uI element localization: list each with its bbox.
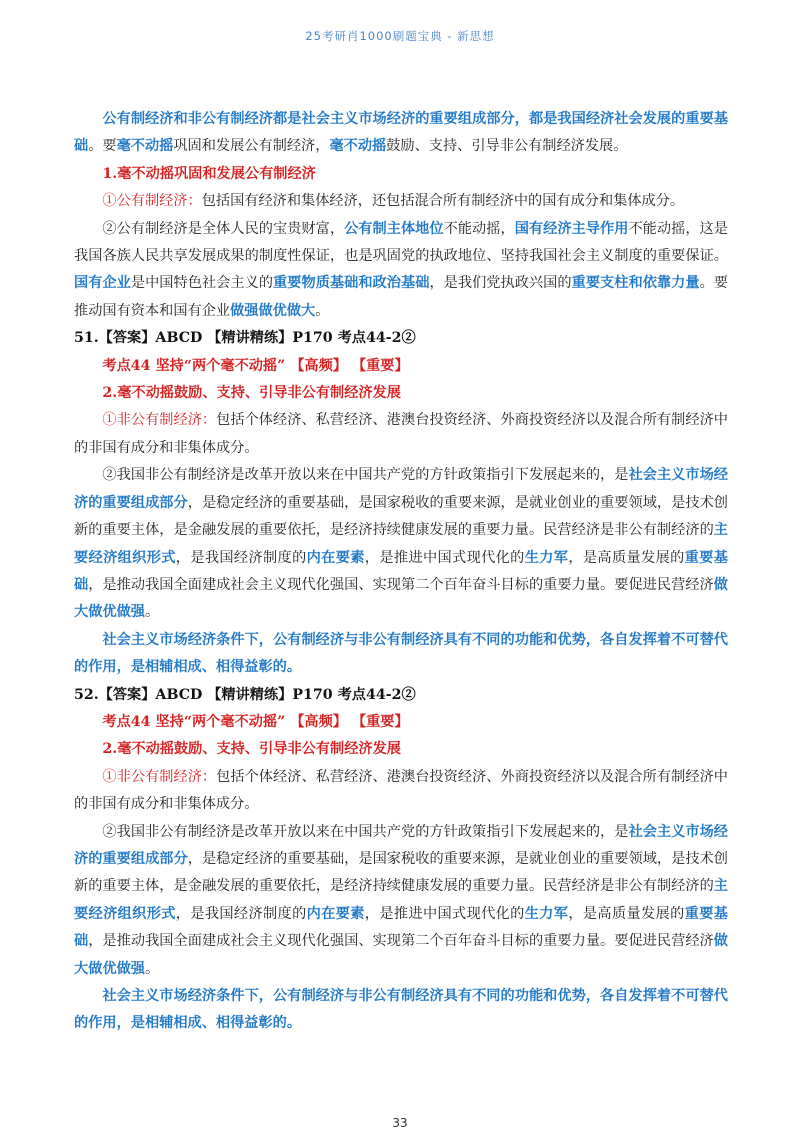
intro-text: 巩固和发展公有制经济， [173,138,330,155]
highlight-run: 主要经济组织形式 [74,522,728,566]
text-run: 。 [144,960,160,977]
definition-text: 包括国有经济和集体经济，还包括混合所有制经济中的国有成分和集体成分。 [201,193,685,210]
nonpublic-paragraph [74,819,728,983]
intro-text: 鼓励、支持、引导非公有制经济发展。 [386,138,628,155]
nonpublic-definition [74,764,728,819]
kaodian-line: 考点44 坚持“两个毫不动摇” 【高频】 【重要】 [102,357,409,374]
text-run: 。要推动国有资本和国有企业 [74,275,728,319]
section-title: 2.毫不动摇鼓励、支持、引导非公有制经济发展 [102,385,401,402]
definition-label: ①公有制经济： [102,193,202,210]
highlight-run: 内在要素 [306,549,365,566]
highlight-run: 主要经济组织形式 [74,878,728,922]
highlight-run: 公有制主体地位 [344,220,444,237]
text-run: ②我国非公有制经济是改革开放以来在中国共产党的方针政策指引下发展起来的，是 [102,467,629,484]
text-run: ，是推动我国全面建成社会主义现代化强国、实现第二个百年奋斗目标的重要力量。要促进民营经济 [88,576,714,593]
definition-text: 包括个体经济、私营经济、港澳台投资经济、外商投资经济以及混合所有制经济中的非国有成分和非集体成分。 [74,768,728,813]
definition-label: ①非公有制经济： [102,768,217,785]
section-title: 2.毫不动摇鼓励、支持、引导非公有制经济发展 [102,741,401,758]
answer-heading: 52.【答案】ABCD 【精讲精练】P170 考点44-2② [74,686,416,703]
text-run: 是中国特色社会主义的 [130,275,274,292]
intro-paragraph [74,106,728,161]
section-title: 1.毫不动摇巩固和发展公有制经济 [102,165,316,182]
definition-label: ①非公有制经济： [102,412,217,429]
intro-text: 。要 [88,138,117,155]
conclusion-paragraph: 社会主义市场经济条件下，公有制经济与非公有制经济具有不同的功能和优势，各自发挥着不可替代的作用，是相辅相成、相得益彰的。 [74,988,728,1032]
highlight-run: 重要物质基础和政治基础 [273,275,430,292]
highlight-run: 国有企业 [74,275,131,292]
text-run: 不能动摇，这是我国各族人民共享发展成果的制度性保证，也是巩固党的执政地位、坚持我国社会主义制度的重要保证。 [74,220,728,265]
highlight-run: 做大做优做强 [74,576,728,621]
text-run: ，是推进中国式现代化的 [364,905,525,922]
text-run: 。 [144,604,160,621]
highlight-run: 重要基础 [74,549,728,593]
intro-highlight: 毫不动摇 [329,138,387,155]
intro-highlight: 毫不动摇 [116,138,174,155]
text-run: ，是推动我国全面建成社会主义现代化强国、实现第二个百年奋斗目标的重要力量。要促进民营经济 [88,933,714,950]
page-header: 25考研肖1000刷题宝典 - 新思想 [305,29,495,43]
conclusion-paragraph: 社会主义市场经济条件下，公有制经济与非公有制经济具有不同的功能和优势，各自发挥着不可替代的作用，是相辅相成、相得益彰的。 [74,631,728,676]
text-run: ，是稳定经济的重要基础，是国家税收的重要来源，是就业创业的重要领域，是技术创新的重要主体，是金融发展的重要依托，是经济持续健康发展的重要力量。民营经济是非公有制经济的 [74,494,728,539]
public-definition [74,188,728,215]
highlight-run: 社会主义市场经济的重要组成部分 [74,823,728,867]
highlight-run: 重要基础 [74,905,728,950]
text-run: ②我国非公有制经济是改革开放以来在中国共产党的方针政策指引下发展起来的，是 [102,823,629,840]
highlight-run: 内在要素 [306,905,365,922]
page-number: 33 [392,1116,408,1130]
definition-text: 包括个体经济、私营经济、港澳台投资经济、外商投资经济以及混合所有制经济中的非国有成分和非集体成分。 [74,412,728,456]
text-run: ，是高质量发展的 [568,549,685,566]
highlight-run: 做强做优做大 [230,302,316,319]
intro-highlight: 公有制经济和非公有制经济都是社会主义市场经济的重要组成部分，都是我国经济社会发展的重要基础 [74,111,728,155]
answer-heading: 51.【答案】ABCD 【精讲精练】P170 考点44-2② [74,330,416,347]
text-run: 。 [315,302,330,319]
text-run: ，是我国经济制度的 [175,549,307,566]
highlight-run: 国有经济主导作用 [514,220,629,237]
nonpublic-paragraph [74,462,728,626]
text-run: ，是我们党执政兴国的 [429,275,572,292]
text-run: ，是高质量发展的 [568,905,685,922]
kaodian-line: 考点44 坚持“两个毫不动摇” 【高频】 【重要】 [102,713,409,730]
highlight-run: 生力军 [524,905,569,922]
highlight-run: 生力军 [524,549,569,566]
page-content [74,106,728,1038]
highlight-run: 社会主义市场经济的重要组成部分 [74,467,728,511]
public-paragraph [74,216,728,326]
text-run: ，是稳定经济的重要基础，是国家税收的重要来源，是就业创业的重要领域，是技术创新的重要主体，是金融发展的重要依托，是经济持续健康发展的重要力量。民营经济是非公有制经济的 [74,850,728,895]
text-run: 不能动摇， [443,220,515,237]
highlight-run: 重要支柱和依靠力量 [571,275,700,292]
highlight-run: 做大做优做强 [74,933,728,977]
text-run: ，是我国经济制度的 [175,905,307,922]
nonpublic-definition [74,407,728,462]
text-run: ，是推进中国式现代化的 [364,549,525,566]
text-run: ②公有制经济是全体人民的宝贵财富， [102,220,345,237]
